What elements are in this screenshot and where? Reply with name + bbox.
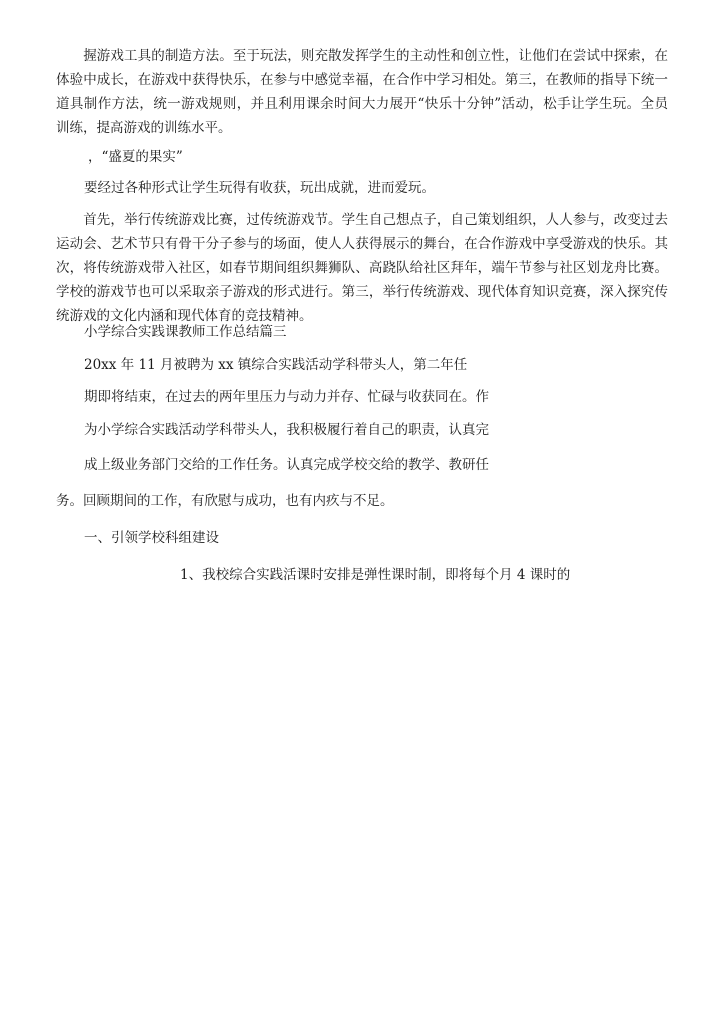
heading-section-one: 一、引领学校科组建设 <box>84 530 219 546</box>
text-line: 训练，提高游戏的训练水平。 <box>56 120 232 136</box>
text-line: 握游戏工具的制造方法。至于玩法，则充散发挥学生的主动性和创立性，让他们在尝试中探索，在 <box>56 48 668 64</box>
body-line: 期即将结束，在过去的两年里压力与动力并存、忙碌与收获同在。作 <box>84 389 489 405</box>
paragraph-game-tools <box>56 44 668 140</box>
text-line: 首先，举行传统游戏比赛，过传统游戏节。学生自己想点子，自己策划组织，人人参与，改变过去 <box>56 212 668 228</box>
text-line: 运动会、艺术节只有骨干分子参与的场面，使人人获得展示的舞台，在合作游戏中享受游戏的快乐。其 <box>56 236 668 252</box>
body-line: 为小学综合实践活动学科带头人，我积极履行着自己的职责，认真完 <box>84 422 489 438</box>
text-line: 统游戏的文化内涵和现代体育的竞技精神。 <box>56 308 313 324</box>
text-line: 学校的游戏节也可以采取亲子游戏的形式进行。第三，举行传统游戏、现代体育知识竞赛，深入探究传 <box>56 284 668 300</box>
body-line: 成上级业务部门交给的工作任务。认真完成学校交给的教学、教研任 <box>84 457 489 473</box>
heading-summer-fruit: ，“盛夏的果实” <box>88 149 183 165</box>
paragraph-intro: 要经过各种形式让学生玩得有收获，玩出成就，进而爱玩。 <box>84 180 435 196</box>
list-item: 1、我校综合实践活课时安排是弹性课时制，即将每个月 4 课时的 <box>180 567 571 583</box>
body-line: 20xx 年 11 月被聘为 xx 镇综合实践活动学科带头人，第二年任 <box>84 357 468 373</box>
paragraph-competitions <box>56 208 668 328</box>
body-line: 务。回顾期间的工作，有欣慰与成功，也有内疚与不足。 <box>56 493 394 509</box>
text-line: 体验中成长，在游戏中获得快乐，在参与中感觉幸福，在合作中学习相处。第三，在教师的指导下统一 <box>56 72 668 88</box>
text-line: 道具制作方法，统一游戏规则，并且利用课余时间大力展开“快乐十分钟”活动，松手让学生玩。全员 <box>56 96 668 112</box>
text-line: 次，将传统游戏带入社区，如春节期间组织舞狮队、高跷队给社区拜年，端午节参与社区划龙舟比赛。 <box>56 260 668 276</box>
section-title: 小学综合实践课教师工作总结篇三 <box>84 324 287 340</box>
